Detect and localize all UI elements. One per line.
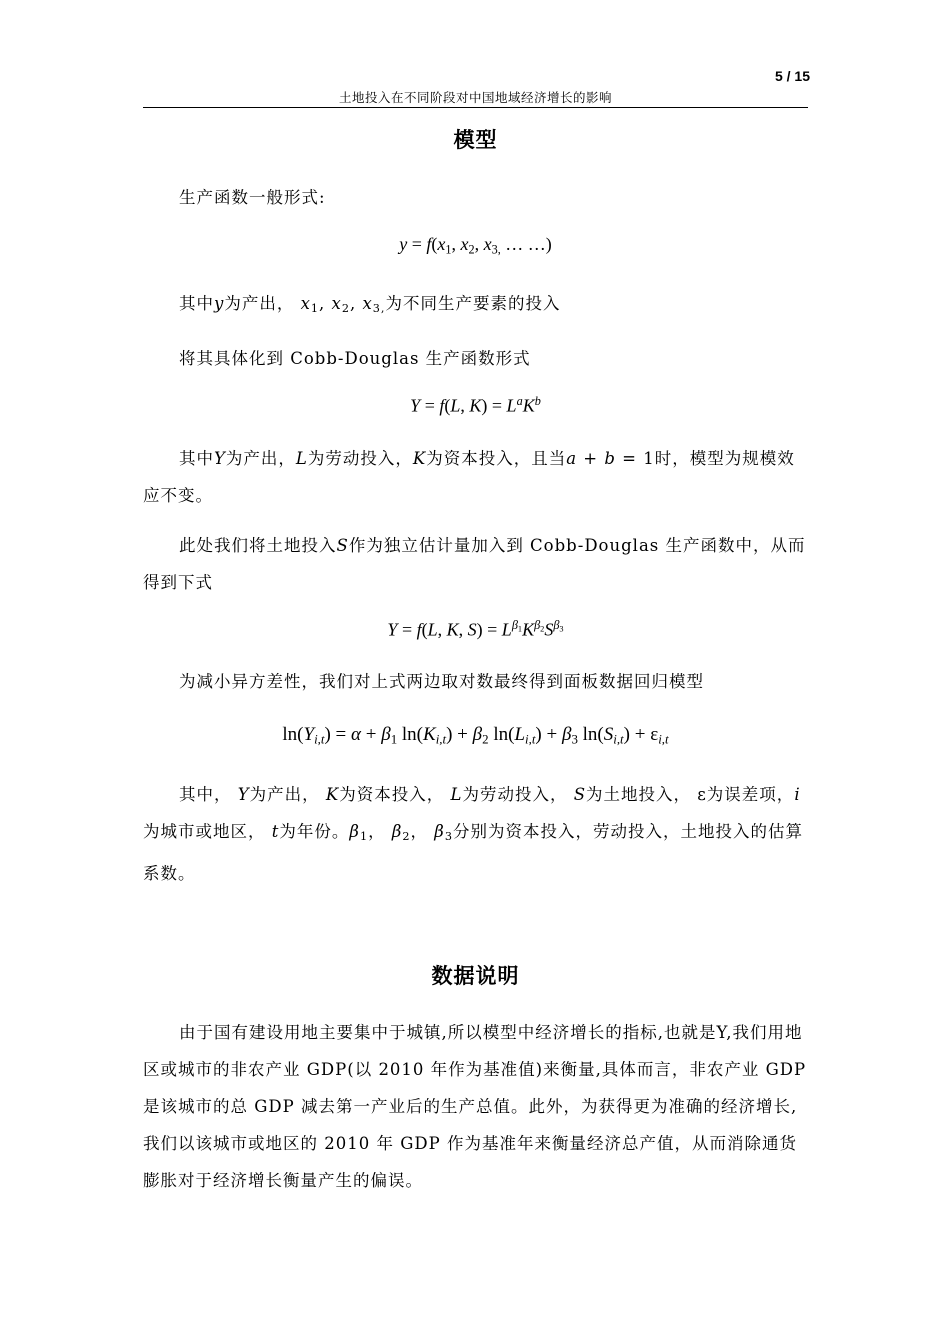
- page-number: 5 / 15: [774, 68, 810, 84]
- running-title: 土地投入在不同阶段对中国地域经济增长的影响: [338, 90, 612, 105]
- paragraph-variable-definitions: 其中， Y为产出， K为资本投入， L为劳动投入， S为土地投入， ε为误差项，i为城市或地区， t为年份。$\beta_1$， $\beta_2$， $\beta_3$分别为资本投入，劳动投入，土地投入的估算系数。: [143, 785, 803, 884]
- equation-general-production: $y = f(x_1$, $x_2$, $x_{3,}$ … …): [399, 234, 552, 257]
- paragraph-intro: 生产函数一般形式:: [179, 188, 326, 207]
- header-divider: [143, 107, 808, 108]
- paragraph-cobb-douglas: 将其具体化到 Cobb-Douglas 生产函数形式: [179, 349, 531, 368]
- paragraph-land-input: 此处我们将土地投入S作为独立估计量加入到 Cobb-Douglas 生产函数中，从而得到下式: [143, 536, 806, 592]
- paragraph-data-description: 由于国有建设用地主要集中于城镇,所以模型中经济增长的指标,也就是Y,我们用地区或城市的非农产业 GDP(以 2010 年作为基准值)来衡量,具体而言，非农产业 GDP 是该城市的总 GDP 减去第一产业后的生产总值。此外，为获得更为准确的经济增长,我们以该城市或地区的 2010 年 GDP 作为基准年来衡量经济总产值，从而消除通货膨胀对于经济增长衡量产生的偏误。: [143, 1023, 807, 1190]
- equation-cobb-douglas: Y = f(L, $K) = L^aK^b$: [410, 394, 541, 416]
- paragraph-log-transform: 为减小异方差性，我们对上式两边取对数最终得到面板数据回归模型: [179, 672, 704, 691]
- paragraph-where-y: 其中y为产出， $x_1$, $x_2$, $x_{3,}$为不同生产要素的投入: [179, 294, 561, 316]
- equation-panel-regression: $\ln(Y_{i,t}) = \alpha + \beta_1$ $\ln(K_{i,t}) + \beta_2$ $\ln(L_{i,t}) + \beta_3$ $\ln(S_{i,t}) + \varepsilon_{i,t}$: [282, 724, 669, 747]
- paragraph-constant-returns: 其中Y为产出，L为劳动投入，K为资本投入，且当a + b = 1时，模型为规模效应不变。: [143, 449, 795, 505]
- equation-extended-production: Y = f(L, K, $S) = L^{\beta_1}K^{\beta_2}S^{\beta_3}$: [387, 618, 564, 640]
- section-title-model: 模型: [453, 127, 498, 152]
- section-title-data: 数据说明: [431, 963, 520, 988]
